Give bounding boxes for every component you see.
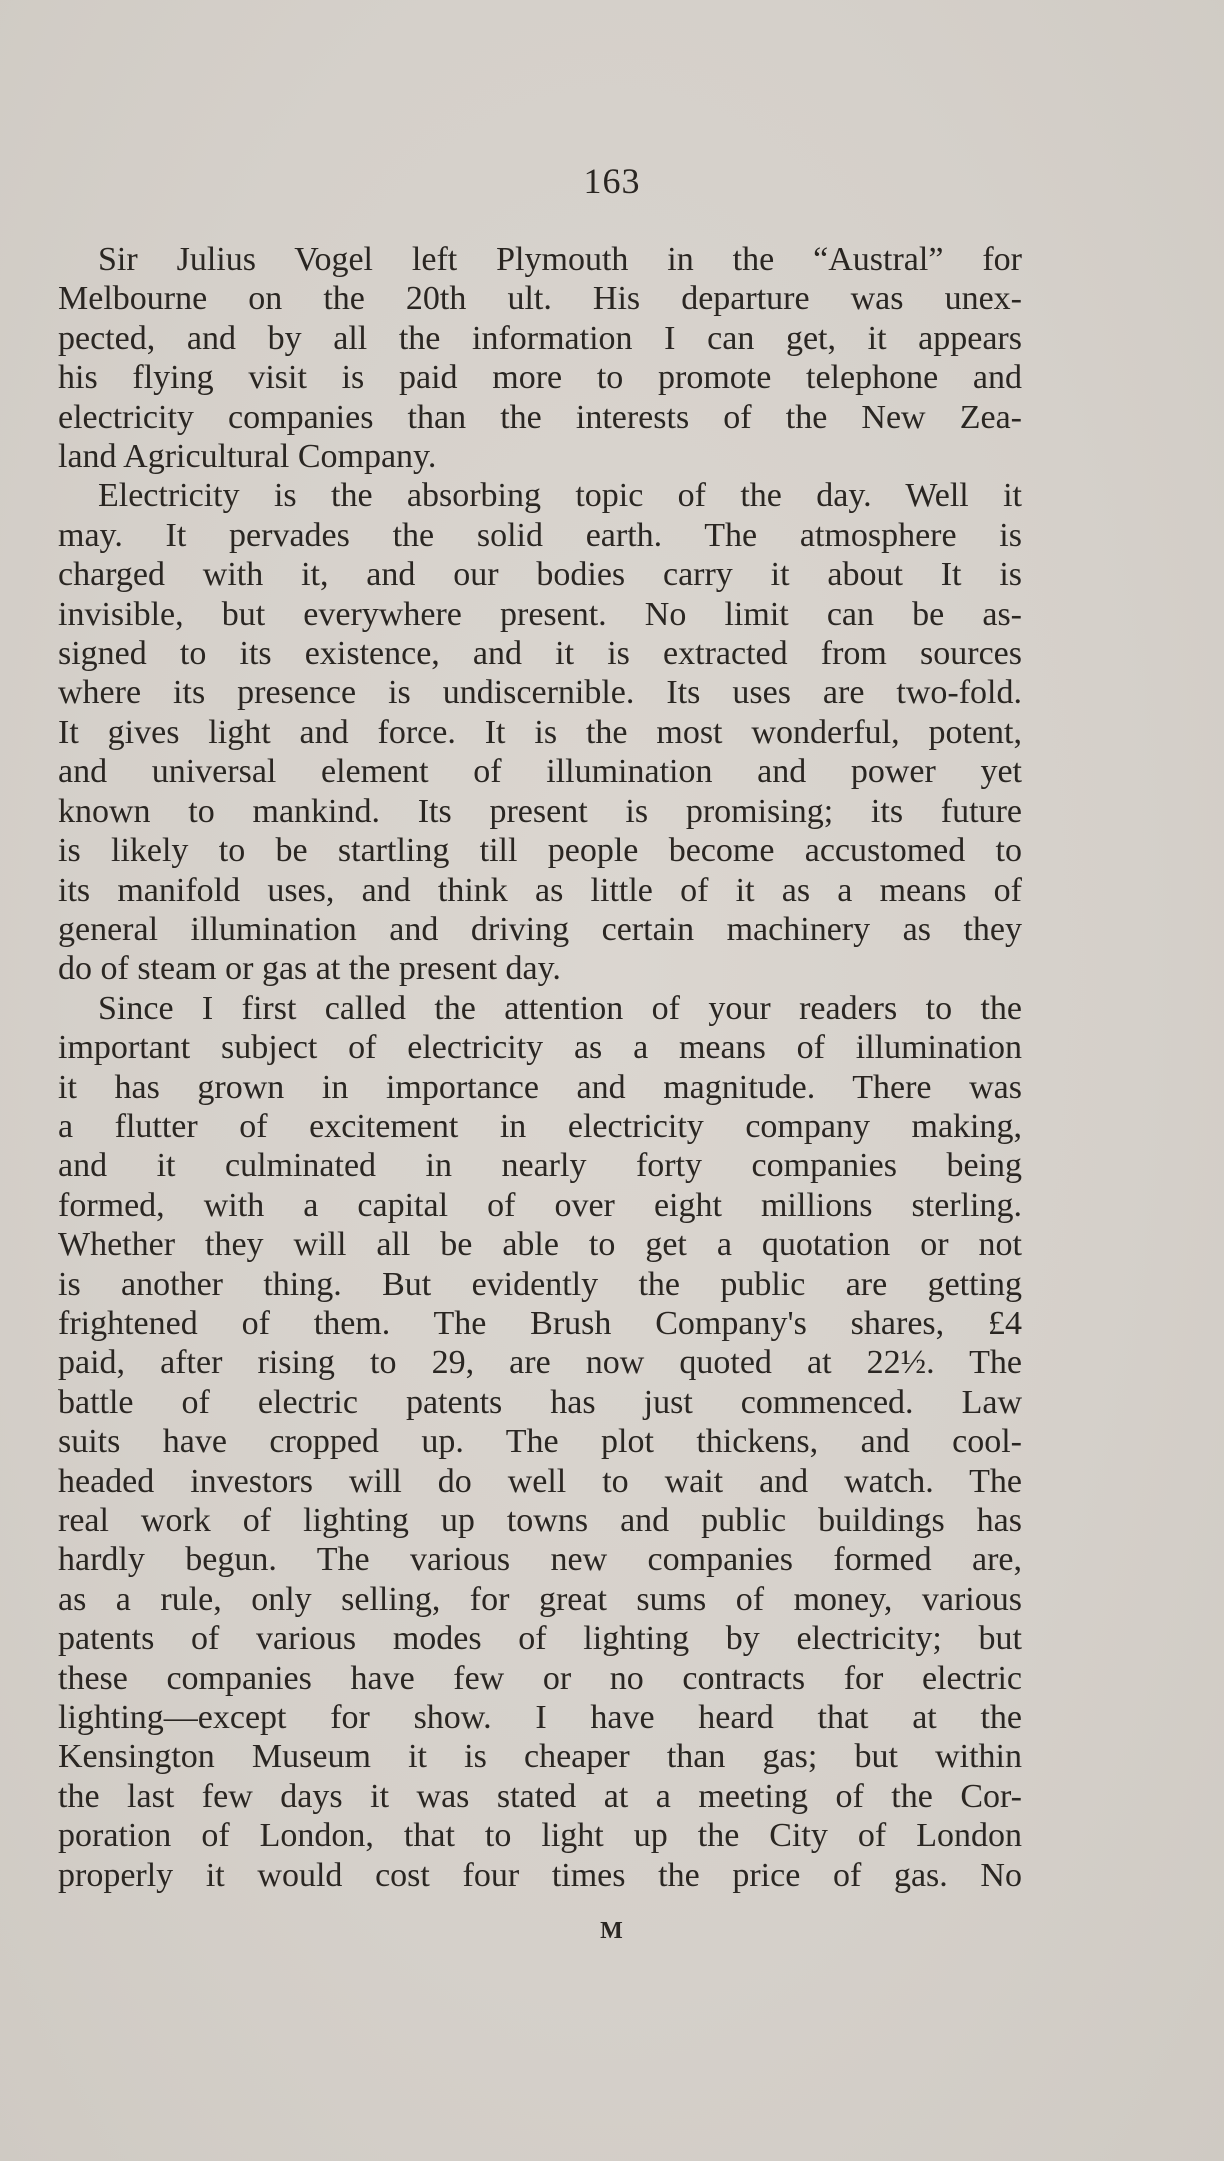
- text-line: real work of lighting up towns and public buildings has: [58, 1502, 1022, 1539]
- text-line: frightened of them. The Brush Company's shares, £4: [58, 1304, 1022, 1342]
- text-line: and it culminated in nearly forty companies being: [58, 1147, 1022, 1185]
- text-line: where its presence is undiscernible. Its uses are two-fold.: [58, 674, 1022, 712]
- text-line: suits have cropped up. The plot thickens, and cool-: [58, 1423, 1022, 1461]
- text-line: patents of various modes of lighting by electricity; but: [58, 1620, 1022, 1658]
- text-line: Sir Julius Vogel left Plymouth in the “Austral” for: [98, 241, 1022, 278]
- page-number: 163: [583, 161, 641, 201]
- text-line: It gives light and force. It is the most wonderful, potent,: [58, 713, 1022, 751]
- text-line: as a rule, only selling, for great sums of money, various: [58, 1580, 1022, 1618]
- text-line: is likely to be startling till people become accustomed to: [58, 832, 1022, 870]
- text-line: properly it would cost four times the price of gas. No: [58, 1856, 1022, 1894]
- text-line: land Agricultural Company.: [58, 438, 437, 476]
- signature-mark: M: [600, 1918, 624, 1944]
- text-line: invisible, but everywhere present. No limit can be as-: [58, 595, 1022, 633]
- text-line: hardly begun. The various new companies formed are,: [58, 1541, 1022, 1579]
- text-line: the last few days it was stated at a meeting of the Cor-: [58, 1777, 1022, 1815]
- text-line: formed, with a capital of over eight millions sterling.: [58, 1186, 1022, 1224]
- text-line: a flutter of excitement in electricity company making,: [58, 1107, 1022, 1145]
- text-line: battle of electric patents has just commenced. Law: [58, 1383, 1022, 1421]
- text-line: general illumination and driving certain machinery as they: [58, 910, 1022, 948]
- text-line: is another thing. But evidently the public are getting: [58, 1265, 1022, 1303]
- text-line: important subject of electricity as a means of illumination: [58, 1029, 1022, 1067]
- text-line: poration of London, that to light up the City of London: [58, 1817, 1022, 1855]
- text-line: headed investors will do well to wait and watch. The: [58, 1462, 1022, 1500]
- text-line: Since I first called the attention of your readers to the: [98, 989, 1022, 1027]
- text-line: these companies have few or no contracts for electric: [58, 1659, 1022, 1697]
- text-line: Electricity is the absorbing topic of the day. Well it: [98, 477, 1022, 515]
- text-line: paid, after rising to 29, are now quoted at 22½. The: [58, 1344, 1022, 1382]
- text-line: pected, and by all the information I can get, it appears: [58, 319, 1022, 357]
- text-line: it has grown in importance and magnitude. There was: [58, 1068, 1022, 1106]
- text-line: Whether they will all be able to get a quotation or not: [58, 1226, 1022, 1264]
- text-line: electricity companies than the interests of the New Zea-: [58, 398, 1022, 436]
- text-line: Kensington Museum it is cheaper than gas; but within: [58, 1738, 1022, 1776]
- text-line: lighting—except for show. I have heard that at the: [58, 1699, 1022, 1737]
- text-line: charged with it, and our bodies carry it about It is: [58, 556, 1022, 594]
- text-line: and universal element of illumination and power yet: [58, 753, 1022, 791]
- text-line: its manifold uses, and think as little of it as a means of: [58, 871, 1022, 909]
- text-line: his flying visit is paid more to promote telephone and: [58, 359, 1022, 397]
- text-line: do of steam or gas at the present day.: [58, 950, 561, 988]
- text-line: signed to its existence, and it is extracted from sources: [58, 635, 1022, 673]
- text-line: known to mankind. Its present is promising; its future: [58, 792, 1022, 830]
- text-line: may. It pervades the solid earth. The atmosphere is: [58, 516, 1022, 554]
- body-text: [58, 240, 1022, 1895]
- text-line: Melbourne on the 20th ult. His departure was unex-: [58, 280, 1022, 318]
